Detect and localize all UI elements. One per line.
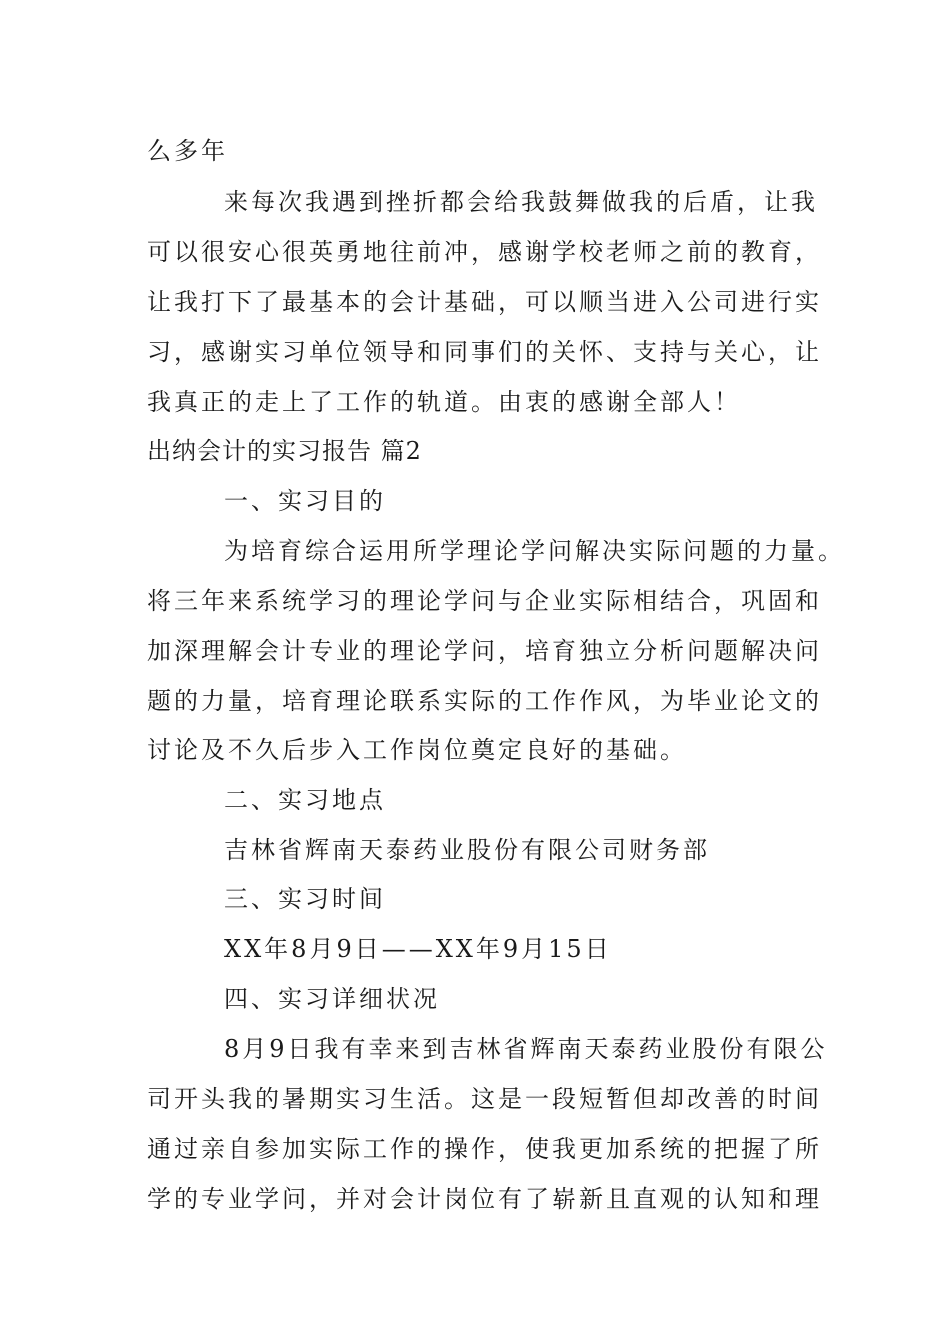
paragraph-line: 学的专业学问，并对会计岗位有了崭新且直观的认知和理	[147, 1185, 822, 1213]
paragraph-continuation-line: 么多年	[147, 137, 228, 165]
paragraph-line: 让我打下了最基本的会计基础，可以顺当进入公司进行实	[147, 288, 822, 316]
paragraph-line: 加深理解会计专业的理论学问，培育独立分析问题解决问	[147, 637, 822, 665]
paragraph-line: 题的力量，培育理论联系实际的工作作风，为毕业论文的	[147, 687, 822, 715]
paragraph-line: 来每次我遇到挫折都会给我鼓舞做我的后盾，让我	[224, 188, 818, 216]
paragraph-line: 将三年来系统学习的理论学问与企业实际相结合，巩固和	[147, 587, 822, 615]
heading-internship-purpose: 一、实习目的	[224, 487, 386, 515]
internship-location-text: 吉林省辉南天泰药业股份有限公司财务部	[224, 836, 710, 864]
paragraph-line: 司开头我的暑期实习生活。这是一段短暂但却改善的时间	[147, 1085, 822, 1113]
paragraph-line: 习，感谢实习单位领导和同事们的关怀、支持与关心，让	[147, 338, 822, 366]
heading-internship-details: 四、实习详细状况	[224, 985, 440, 1013]
paragraph-line: 8月9日我有幸来到吉林省辉南天泰药业股份有限公	[224, 1035, 828, 1063]
section-title: 出纳会计的实习报告 篇2	[147, 437, 422, 465]
internship-time-text: XX年8月9日——XX年9月15日	[224, 935, 612, 963]
paragraph-line: 讨论及不久后步入工作岗位奠定良好的基础。	[147, 736, 687, 764]
paragraph-line: 通过亲自参加实际工作的操作，使我更加系统的把握了所	[147, 1135, 822, 1163]
paragraph-line: 可以很安心很英勇地往前冲，感谢学校老师之前的教育，	[147, 238, 822, 266]
heading-internship-location: 二、实习地点	[224, 786, 386, 814]
paragraph-line: 我真正的走上了工作的轨道。由衷的感谢全部人！	[147, 388, 741, 416]
paragraph-line: 为培育综合运用所学理论学问解决实际问题的力量。	[224, 537, 845, 565]
heading-internship-time: 三、实习时间	[224, 885, 386, 913]
